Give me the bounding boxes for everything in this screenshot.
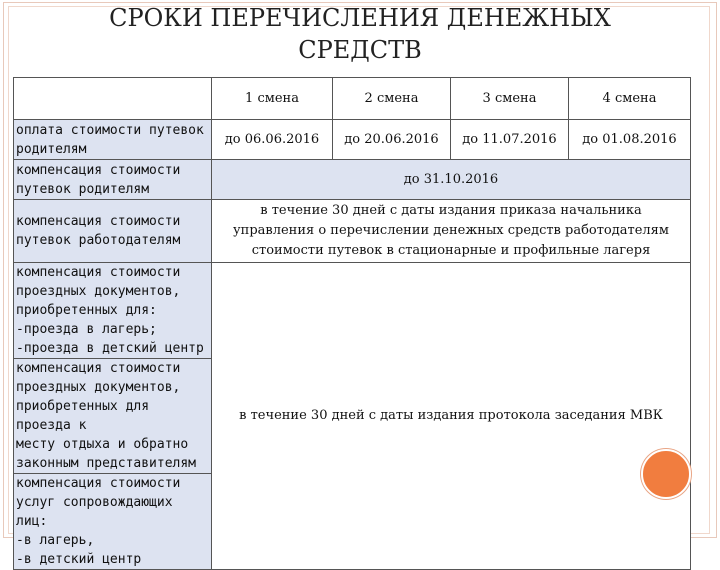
deadline-mvk-protocol: в течение 30 дней с даты издания протокола заседания МВК: [212, 263, 691, 570]
table-row: [14, 120, 691, 160]
header-shift-2: 2 смена: [333, 78, 451, 120]
deadline-shift-3: до 11.07.2016: [451, 120, 569, 160]
slide-title: [0, 2, 720, 66]
row-label-escort-services: компенсация стоимости услуг сопровождающих лиц: -в лагерь, -в детский центр: [14, 474, 212, 570]
table-row: [14, 160, 691, 200]
header-corner-cell: [14, 78, 212, 120]
deadline-shift-1: до 06.06.2016: [212, 120, 333, 160]
row-label-travel-documents: компенсация стоимости проездных документов, приобретенных для: -проезда в лагерь; -проезда в детский центр: [14, 263, 212, 359]
deadline-parent-compensation: до 31.10.2016: [212, 160, 691, 200]
header-shift-1: 1 смена: [212, 78, 333, 120]
header-shift-4: 4 смена: [569, 78, 691, 120]
deadline-shift-2: до 20.06.2016: [333, 120, 451, 160]
deadline-employer-compensation: в течение 30 дней с даты издания приказа начальника управления о перечислении денежных средств работодателям стоимости путевок в стационарные и профильные лагеря: [212, 200, 691, 263]
table-row: [14, 263, 691, 359]
title-line-1: СРОКИ ПЕРЕЧИСЛЕНИЯ ДЕНЕЖНЫХ: [109, 4, 611, 32]
table-row: [14, 200, 691, 263]
row-label-employer-compensation: компенсация стоимости путевок работодателям: [14, 200, 212, 263]
table-header-row: [14, 78, 691, 120]
title-line-2: СРЕДСТВ: [298, 36, 422, 64]
header-shift-3: 3 смена: [451, 78, 569, 120]
row-label-parent-voucher-payment: оплата стоимости путевок родителям: [14, 120, 212, 160]
row-label-parent-compensation: компенсация стоимости путевок родителям: [14, 160, 212, 200]
deadline-shift-4: до 01.08.2016: [569, 120, 691, 160]
payment-deadlines-table: [13, 77, 691, 570]
row-label-legal-representatives-travel: компенсация стоимости проездных документов, приобретенных для проезда к месту отдыха и обратно законным представителям: [14, 359, 212, 474]
decorative-circle: [641, 449, 691, 499]
